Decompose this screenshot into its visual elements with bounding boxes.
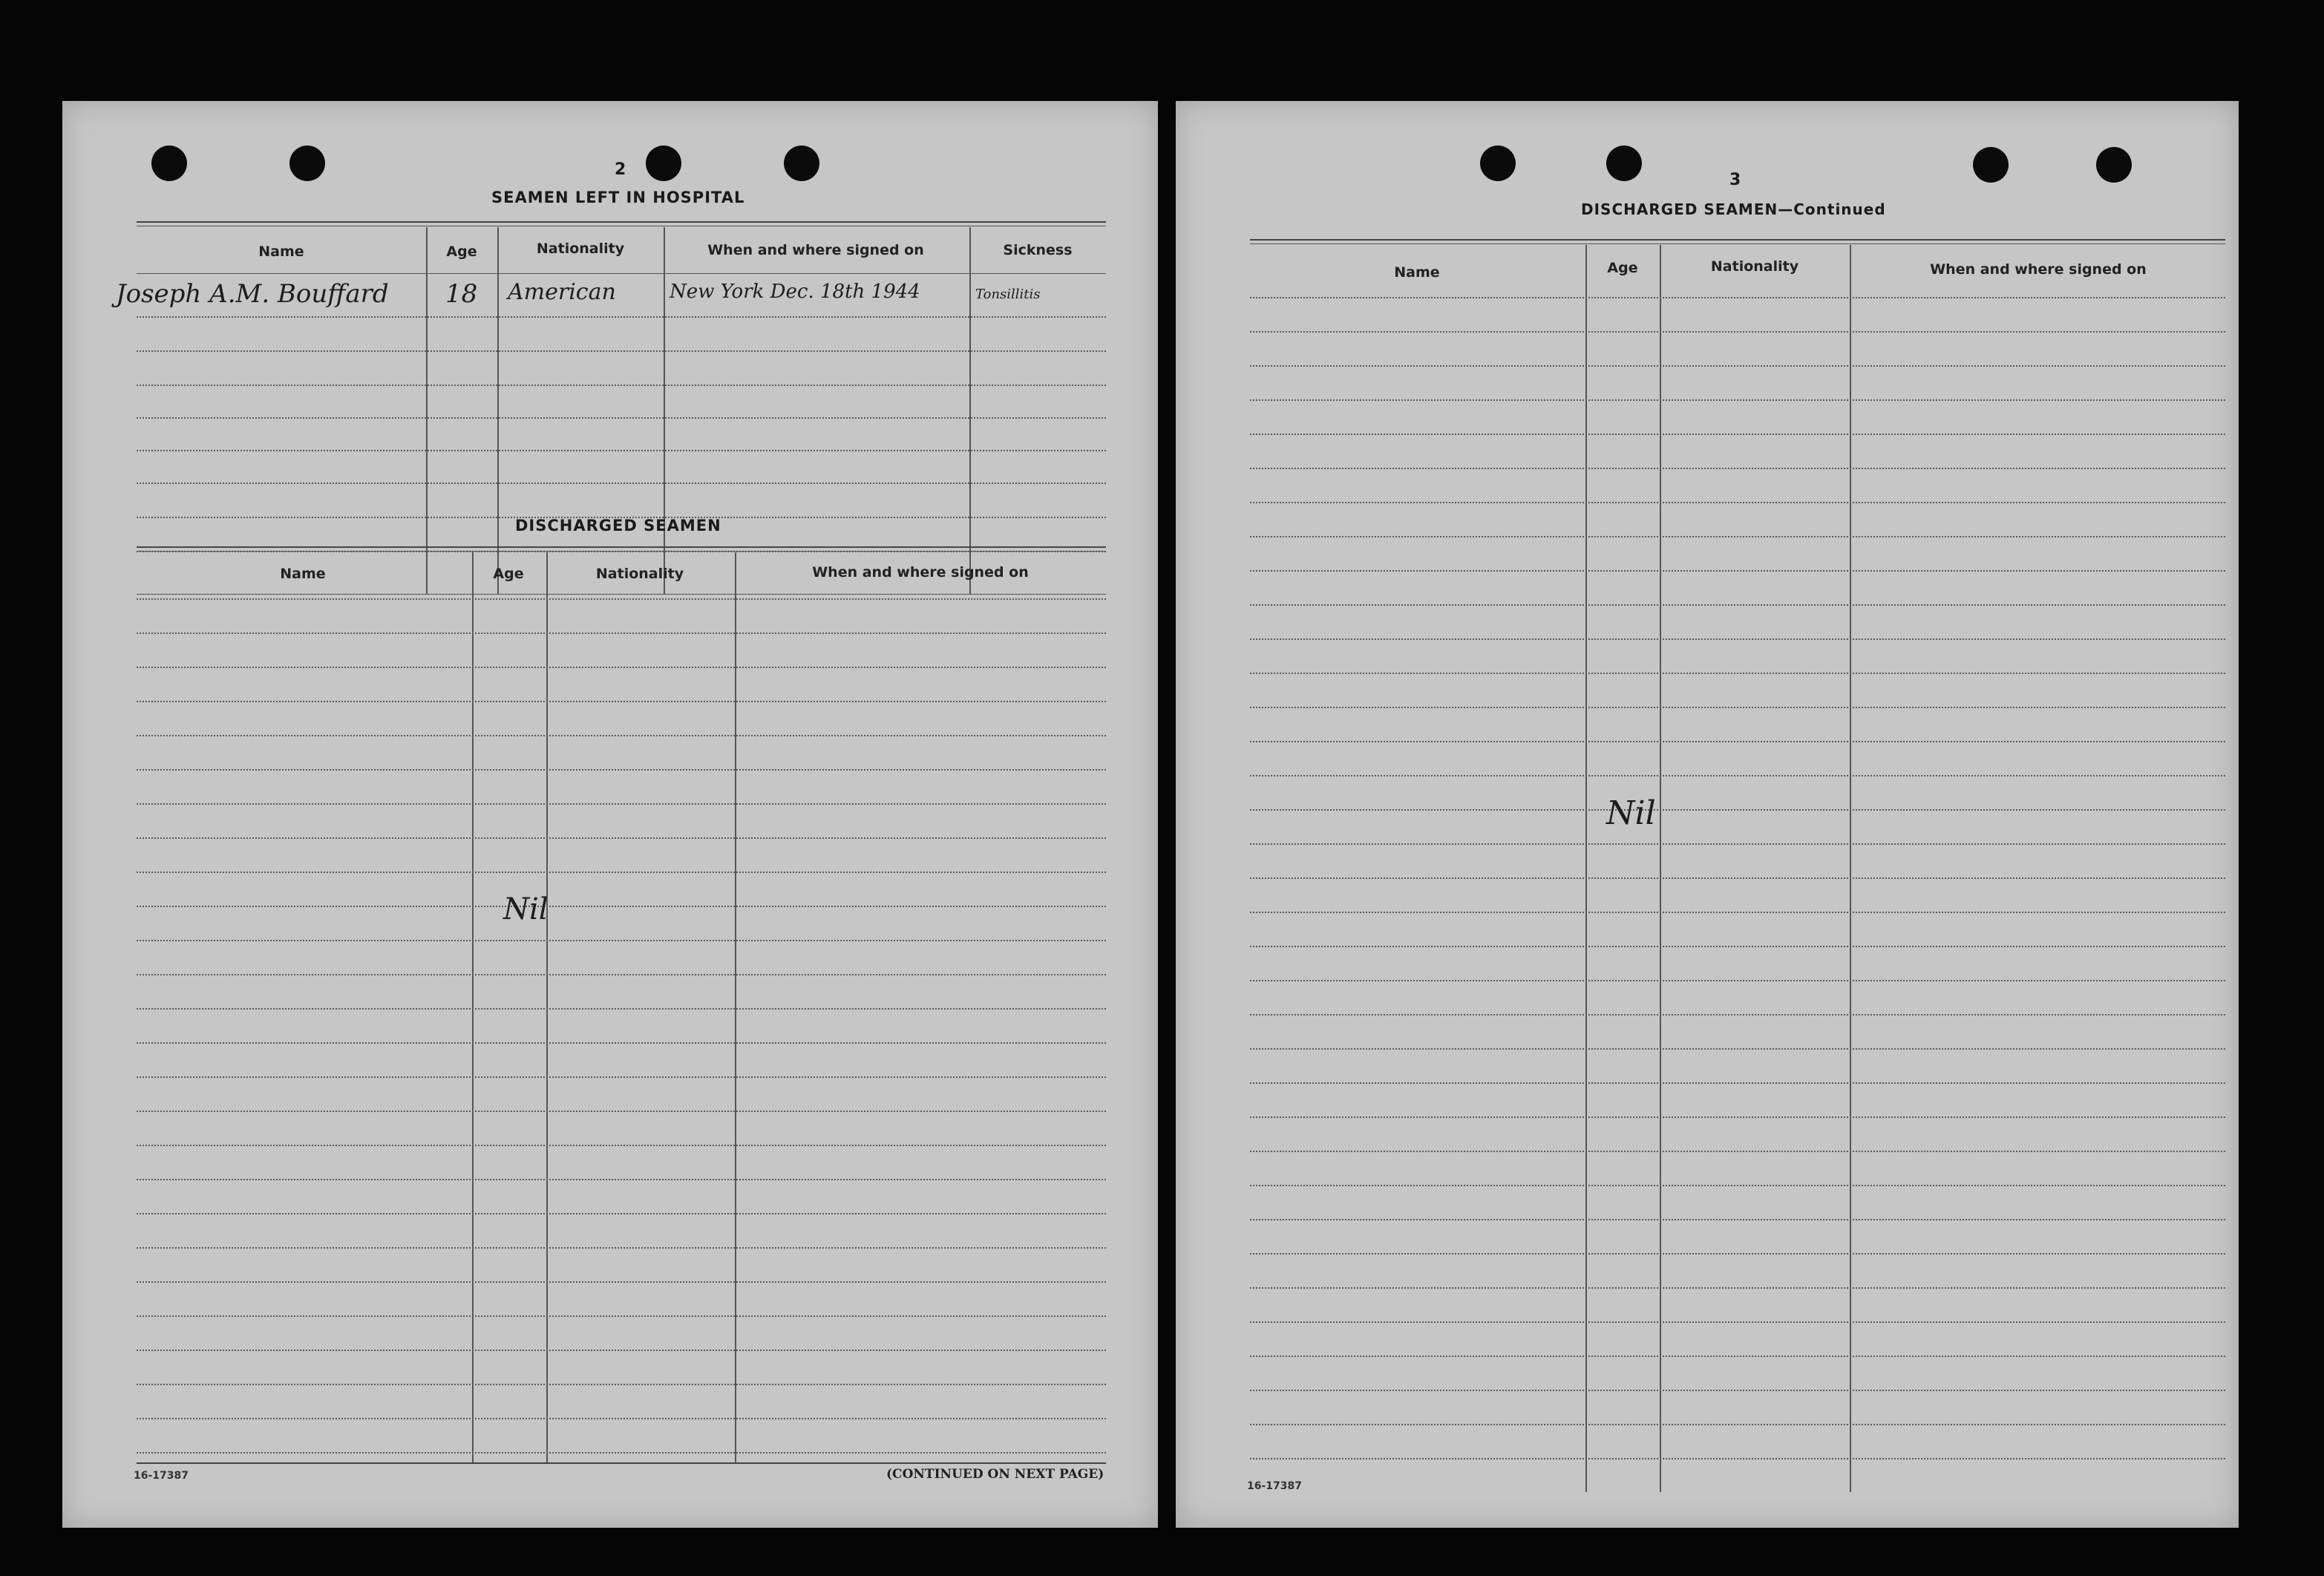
continued-note: (CONTINUED ON NEXT PAGE): [886, 1467, 1104, 1482]
bottom-rule: [137, 1462, 1106, 1464]
ruled-line: [137, 1145, 1106, 1146]
ruled-line: [137, 1384, 1106, 1385]
page-number: 3: [1729, 171, 1741, 189]
ruled-line: [137, 1213, 1106, 1214]
punch-hole: [2096, 147, 2132, 183]
nil-mark: Nil: [1606, 794, 1656, 832]
divider: [1250, 243, 2225, 244]
ruled-line: [137, 667, 1106, 668]
ruled-line: [1250, 1424, 2225, 1425]
ruled-line: [1250, 502, 2225, 503]
ruled-line: [137, 1008, 1106, 1010]
col-header-nationality: Nationality: [595, 566, 684, 582]
ruled-line: [1250, 1219, 2225, 1220]
col-divider: [969, 227, 971, 594]
ruled-line: [1250, 1287, 2225, 1289]
ruled-line: [137, 1042, 1106, 1044]
divider: [137, 594, 1106, 595]
col-header-name: Name: [280, 566, 326, 582]
punch-hole: [1480, 145, 1516, 181]
punch-hole: [151, 145, 187, 181]
ruled-line: [1250, 843, 2225, 845]
header-rule: [137, 273, 1106, 274]
ruled-line: [1250, 1458, 2225, 1459]
ruled-line: [1250, 673, 2225, 674]
ruled-line: [137, 1281, 1106, 1283]
entry-name: Joseph A.M. Bouffard: [116, 279, 389, 309]
ruled-line: [137, 1111, 1106, 1112]
ruled-line: [137, 735, 1106, 736]
ruled-line: [1250, 1014, 2225, 1016]
ruled-line: [137, 769, 1106, 771]
ruled-line: [137, 837, 1106, 839]
ruled-line: [137, 483, 1106, 484]
col-header-age: Age: [446, 243, 477, 260]
ruled-line: [1250, 434, 2225, 435]
ruled-line: [137, 1418, 1106, 1419]
form-number: 16-17387: [134, 1470, 189, 1482]
col-header-name: Name: [258, 243, 304, 260]
ruled-line: [137, 701, 1106, 702]
entry-signed-on: New York Dec. 18th 1944: [670, 281, 920, 303]
punch-hole: [289, 145, 325, 181]
ruled-line: [1250, 775, 2225, 776]
col-divider: [664, 227, 665, 594]
right-page: [1176, 101, 2239, 1528]
ruled-line: [1250, 1116, 2225, 1118]
entry-nationality: American: [508, 279, 616, 305]
col-divider: [1660, 245, 1661, 1492]
ruled-line: [137, 803, 1106, 805]
nil-mark: Nil: [503, 892, 549, 926]
ruled-line: [137, 1076, 1106, 1078]
divider: [137, 221, 1106, 223]
ruled-line: [1250, 638, 2225, 640]
col-header-age: Age: [1607, 260, 1638, 276]
ruled-line: [1250, 331, 2225, 333]
ruled-line: [137, 1452, 1106, 1454]
col-header-name: Name: [1394, 264, 1440, 281]
ruled-line: [1250, 1390, 2225, 1391]
ruled-line: [137, 1247, 1106, 1249]
ruled-line: [137, 1350, 1106, 1351]
divider: [1250, 239, 2225, 241]
ruled-line: [1250, 877, 2225, 879]
ruled-line: [137, 906, 1106, 907]
ruled-line: [1250, 946, 2225, 947]
form-number: 16-17387: [1247, 1480, 1302, 1492]
col-divider: [1585, 245, 1587, 1492]
col-header-signed-on: When and where signed on: [707, 242, 924, 258]
punch-hole: [1606, 145, 1642, 181]
ruled-line: [137, 316, 1106, 318]
ruled-line: [1250, 1151, 2225, 1152]
ruled-line: [1250, 468, 2225, 469]
ruled-line: [137, 385, 1106, 386]
divider: [137, 546, 1106, 548]
col-divider: [1850, 245, 1851, 1492]
divider: [137, 551, 1106, 552]
ruled-line: [137, 417, 1106, 419]
hospital-section-title: SEAMEN LEFT IN HOSPITAL: [491, 189, 745, 206]
col-divider: [497, 227, 499, 594]
discharged-section-title: DISCHARGED SEAMEN: [515, 517, 721, 534]
ruled-line: [1250, 297, 2225, 298]
col-header-sickness: Sickness: [1003, 242, 1073, 258]
ruled-line: [1250, 707, 2225, 708]
col-header-age: Age: [493, 566, 524, 582]
col-header-nationality: Nationality: [1710, 258, 1799, 275]
ruled-line: [1250, 809, 2225, 811]
ruled-line: [137, 450, 1106, 451]
col-header-nationality: Nationality: [536, 241, 625, 257]
punch-hole: [784, 145, 819, 181]
ruled-line: [137, 940, 1106, 941]
ruled-line: [1250, 1185, 2225, 1186]
ruled-line: [137, 350, 1106, 352]
ruled-line: [1250, 365, 2225, 367]
entry-sickness: Tonsillitis: [975, 287, 1041, 302]
ruled-line: [1250, 1048, 2225, 1050]
col-divider: [426, 227, 428, 594]
col-header-signed-on: When and where signed on: [1930, 261, 2147, 278]
ruled-line: [1250, 1253, 2225, 1255]
ruled-line: [1250, 536, 2225, 537]
ruled-line: [1250, 399, 2225, 401]
col-header-signed-on: When and where signed on: [812, 564, 1029, 581]
ruled-line: [1250, 570, 2225, 572]
ruled-line: [137, 598, 1106, 600]
page-number: 2: [615, 160, 626, 179]
ruled-line: [1250, 1321, 2225, 1323]
ruled-line: [1250, 1356, 2225, 1357]
punch-hole: [646, 145, 681, 181]
ruled-line: [1250, 1082, 2225, 1084]
ruled-line: [137, 632, 1106, 634]
ruled-line: [1250, 912, 2225, 913]
ruled-line: [1250, 980, 2225, 981]
ruled-line: [1250, 741, 2225, 742]
left-page: [62, 101, 1158, 1528]
ruled-line: [137, 872, 1106, 873]
ruled-line: [1250, 604, 2225, 606]
ruled-line: [137, 974, 1106, 975]
entry-age: 18: [445, 279, 478, 309]
ruled-line: [137, 1179, 1106, 1180]
section-title: DISCHARGED SEAMEN—Continued: [1581, 200, 1886, 218]
punch-hole: [1973, 147, 2009, 183]
ruled-line: [137, 1315, 1106, 1317]
